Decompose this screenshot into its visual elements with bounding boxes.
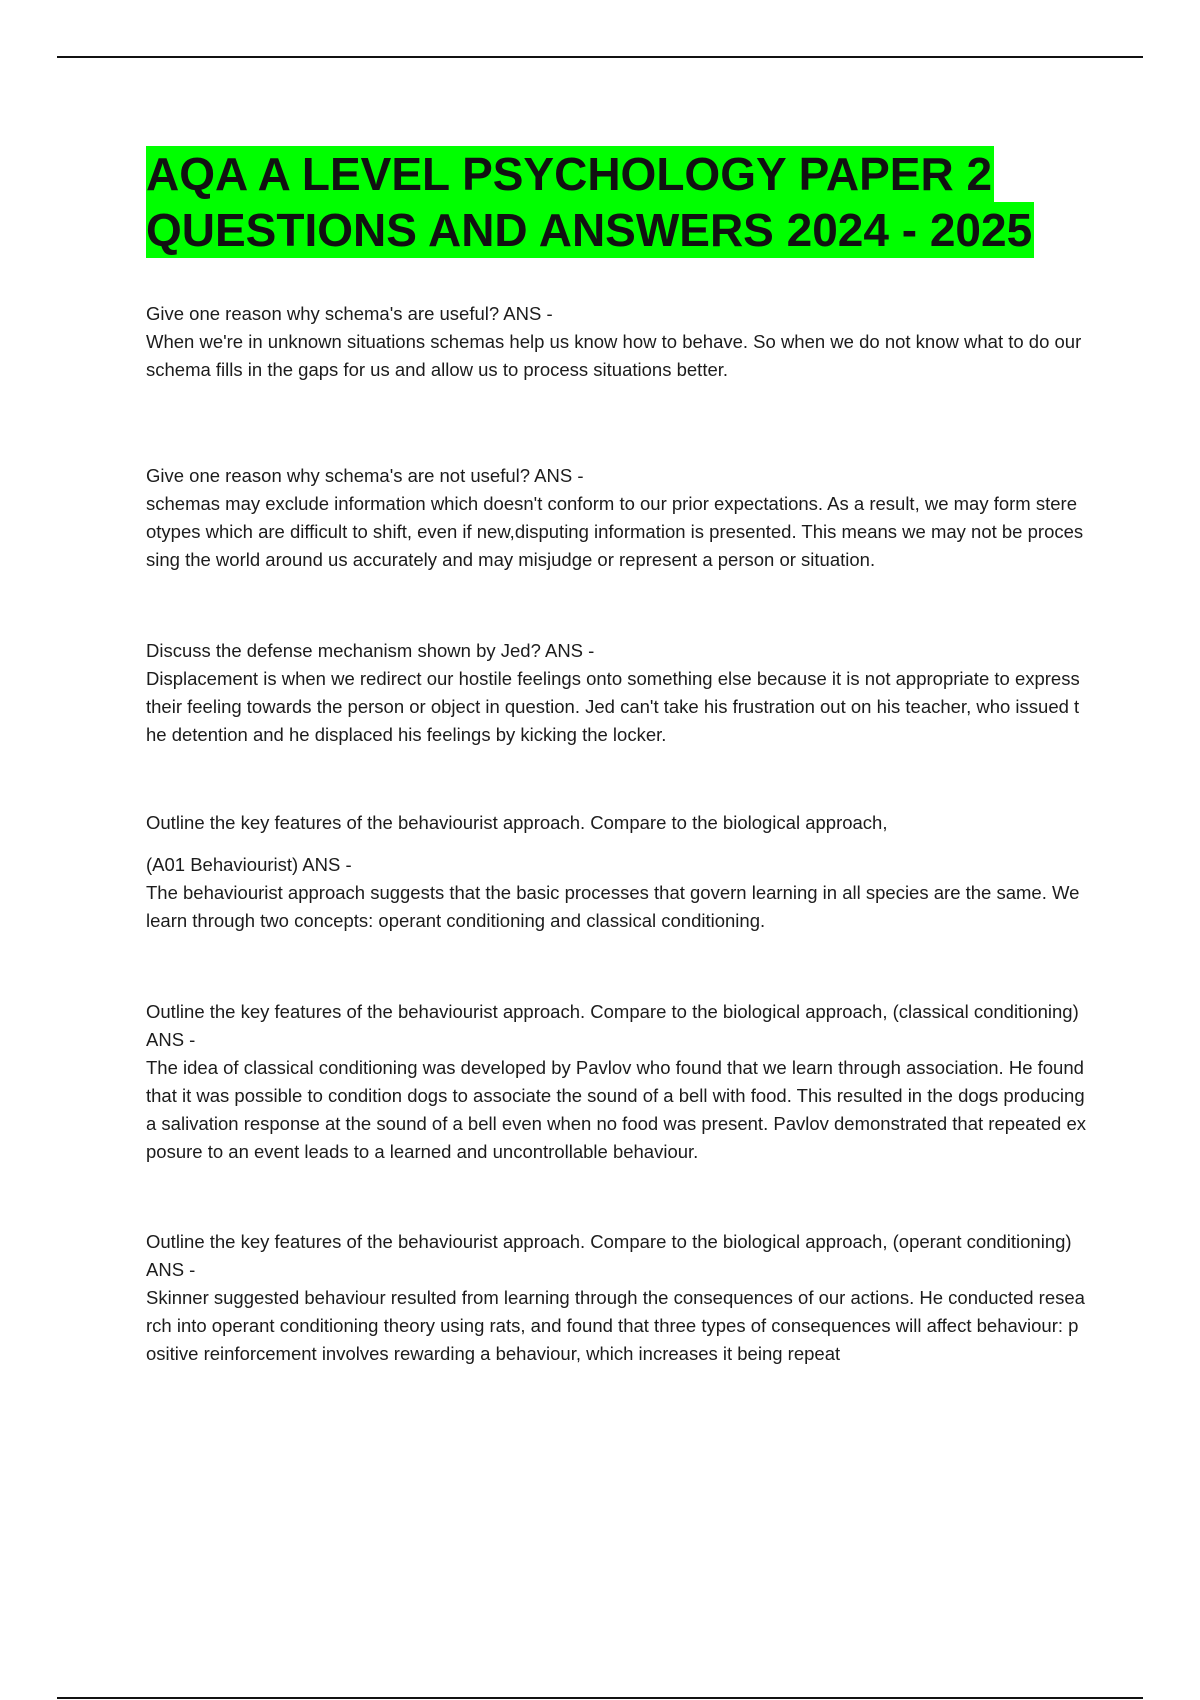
question-text: Outline the key features of the behaviourist approach. Compare to the biological approach, (operant conditioning) ANS -: [146, 1231, 1072, 1280]
answer-text: Displacement is when we redirect our hostile feelings onto something else because it is not appropriate to express their feeling towards the person or object in question. Jed can't take his frustration out on his teacher, who issued the detention and he displaced his feelings by kicking the locker.: [146, 668, 1080, 745]
document-title: [146, 146, 1146, 258]
qa-item: [146, 809, 1086, 935]
question-text: Outline the key features of the behaviourist approach. Compare to the biological approach, (classical conditioning) ANS -: [146, 1001, 1079, 1050]
answer-text: When we're in unknown situations schemas help us know how to behave. So when we do not know what to do our schema fills in the gaps for us and allow us to process situations better.: [146, 331, 1082, 380]
top-rule: [57, 56, 1143, 58]
question-text: Give one reason why schema's are not useful? ANS -: [146, 465, 584, 486]
answer-text: Skinner suggested behaviour resulted from learning through the consequences of our actions. He conducted research into operant conditioning theory using rats, and found that three types of consequences will affect behaviour: positive reinforcement involves rewarding a behaviour, which increases it being repeat: [146, 1287, 1085, 1364]
question-subtext: (A01 Behaviourist) ANS -: [146, 854, 352, 875]
question-text: Discuss the defense mechanism shown by Jed? ANS -: [146, 640, 595, 661]
document-body: [146, 300, 1086, 1368]
answer-text: schemas may exclude information which doesn't conform to our prior expectations. As a result, we may form stereotypes which are difficult to shift, even if new,disputing information is presented. This means we may not be processing the world around us accurately and may misjudge or represent a person or situation.: [146, 493, 1084, 570]
title-line-1: AQA A LEVEL PSYCHOLOGY PAPER 2: [146, 148, 993, 200]
bottom-rule: [57, 1697, 1143, 1699]
qa-item: [146, 998, 1086, 1166]
question-text: Outline the key features of the behaviourist approach. Compare to the biological approach,: [146, 812, 888, 833]
title-line-2: QUESTIONS AND ANSWERS 2024 - 2025: [146, 204, 1033, 256]
qa-item: [146, 462, 1086, 574]
qa-item: [146, 637, 1086, 749]
question-text: Give one reason why schema's are useful? ANS -: [146, 303, 553, 324]
qa-item: [146, 1228, 1086, 1368]
qa-item: [146, 300, 1086, 384]
answer-text: The behaviourist approach suggests that the basic processes that govern learning in all species are the same. We learn through two concepts: operant conditioning and classical conditioning.: [146, 882, 1080, 931]
answer-text: The idea of classical conditioning was developed by Pavlov who found that we learn through association. He found that it was possible to condition dogs to associate the sound of a bell with food. This resulted in the dogs producing a salivation response at the sound of a bell even when no food was present. Pavlov demonstrated that repeated exposure to an event leads to a learned and uncontrollable behaviour.: [146, 1057, 1086, 1162]
